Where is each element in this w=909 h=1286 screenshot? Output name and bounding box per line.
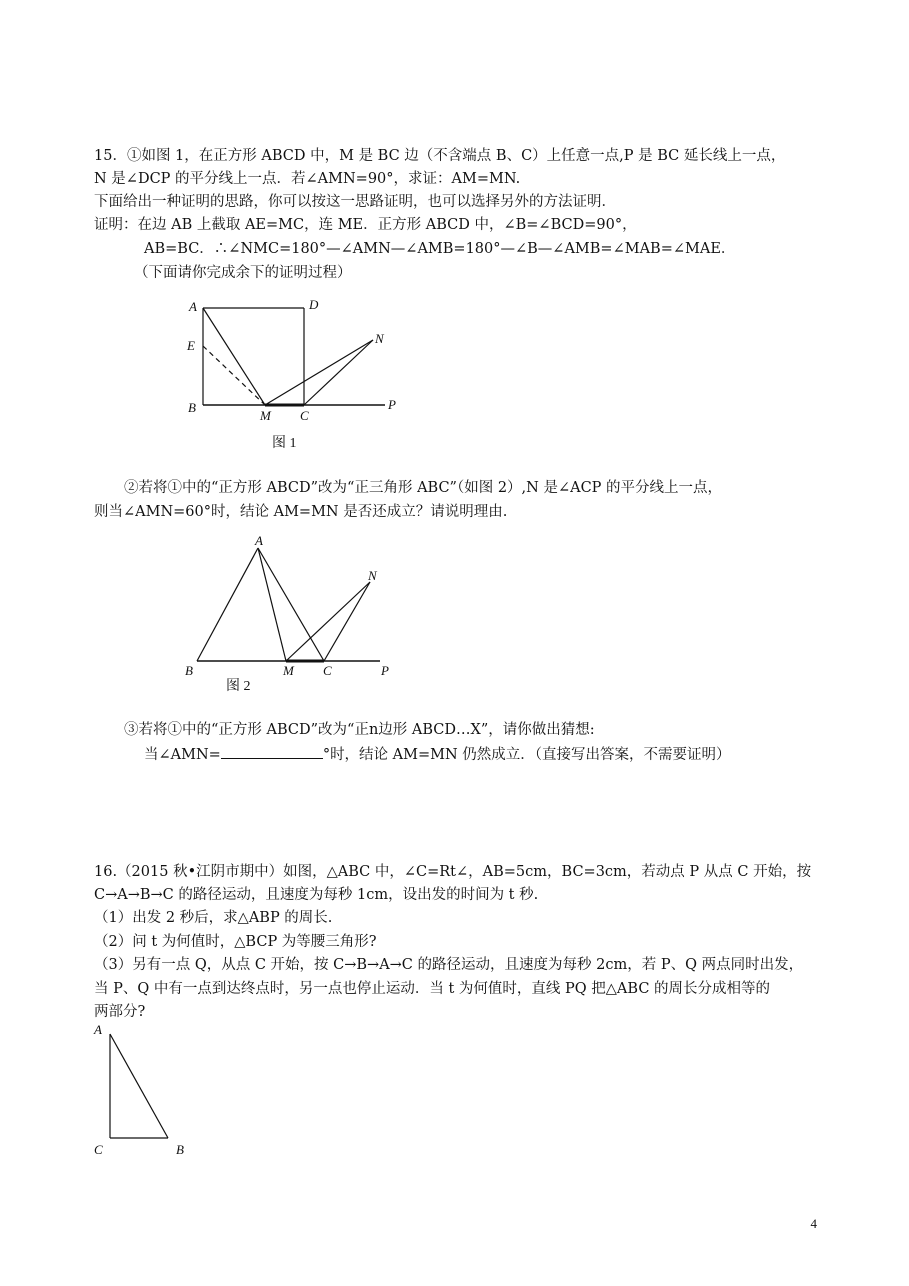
figure-3 (88, 1020, 198, 1165)
page-number: 4 (810, 1216, 817, 1231)
q15-line-1: 15．①如图 1，在正方形 ABCD 中，M 是 BC 边（不含端点 B、C）上任意一点,P 是 BC 延长线上一点， (94, 148, 786, 164)
q15-part3-suffix: °时，结论 AM=MN 仍然成立．（直接写出答案，不需要证明） (322, 747, 731, 763)
q15-line-2: N 是∠DCP 的平分线上一点．若∠AMN=90°，求证：AM=MN. (94, 171, 521, 187)
q16-line-5: （3）另有一点 Q，从点 C 开始，按 C→B→A→C 的路径运动，且速度为每秒 2cm，若 P、Q 两点同时出发， (94, 957, 804, 973)
q16-line-2: C→A→B→C 的路径运动，且速度为每秒 1cm，设出发的时间为 t 秒. (94, 887, 539, 903)
fig2-label-b: B (185, 663, 193, 678)
q16-line-6: 当 P、Q 中有一点到达终点时，另一点也停止运动．当 t 为何值时，直线 PQ 把△ABC 的周长分成相等的 (94, 981, 771, 997)
fig2-label-p: P (381, 663, 389, 678)
q16-line-4: （2）问 t 为何值时，△BCP 为等腰三角形? (94, 934, 377, 950)
fig1-label-n: N (375, 331, 384, 346)
fig3-label-c: C (94, 1142, 103, 1157)
fig2-caption: 图 2 (226, 679, 251, 694)
q15-line-4: 证明：在边 AB 上截取 AE=MC，连 ME．正方形 ABCD 中，∠B=∠BCD=90°， (94, 217, 637, 233)
q15-line-3: 下面给出一种证明的思路，你可以按这一思路证明，也可以选择另外的方法证明． (94, 194, 616, 210)
fig1-caption: 图 1 (272, 436, 297, 451)
figure-2 (180, 530, 410, 700)
fig1-label-m: M (260, 408, 271, 423)
fig2-label-n: N (368, 568, 377, 583)
figure-1 (180, 290, 410, 455)
q15-line-5: AB=BC．∴∠NMC=180°—∠AMN—∠AMB=180°—∠B—∠AMB=∠MAB=∠MAE． (144, 241, 736, 257)
fig2-label-c: C (323, 663, 332, 678)
fig1-label-c: C (300, 408, 309, 423)
fig1-label-b: B (188, 400, 196, 415)
fig2-label-a: A (255, 533, 263, 548)
q15-part2-line-1: ②若将①中的“正方形 ABCD”改为“正三角形 ABC”（如图 2）,N 是∠ACP 的平分线上一点， (124, 480, 723, 496)
q15-part3-line-2 (144, 744, 731, 765)
q16-line-3: （1）出发 2 秒后，求△ABP 的周长. (94, 910, 333, 926)
fig3-label-a: A (94, 1022, 102, 1037)
fig1-label-e: E (187, 338, 195, 353)
q16-line-1: 16.（2015 秋•江阴市期中）如图，△ABC 中，∠C=Rt∠，AB=5cm，BC=3cm，若动点 P 从点 C 开始，按 (94, 864, 812, 880)
fig1-label-p: P (388, 397, 396, 412)
q15-part3-prefix: 当∠AMN= (144, 747, 221, 763)
fig2-label-m: M (283, 663, 294, 678)
fig1-label-a: A (189, 299, 197, 314)
fig3-label-b: B (176, 1142, 184, 1157)
q16-line-7: 两部分? (94, 1004, 146, 1020)
q15-part3-line-1: ③若将①中的“正方形 ABCD”改为“正n边形 ABCD…X”，请你做出猜想: (124, 722, 595, 738)
q15-part2-line-2: 则当∠AMN=60°时，结论 AM=MN 是否还成立？请说明理由. (94, 504, 508, 520)
answer-blank[interactable] (221, 744, 323, 759)
fig1-label-d: D (309, 297, 319, 312)
q15-line-6: （下面请你完成余下的证明过程） (134, 265, 352, 281)
